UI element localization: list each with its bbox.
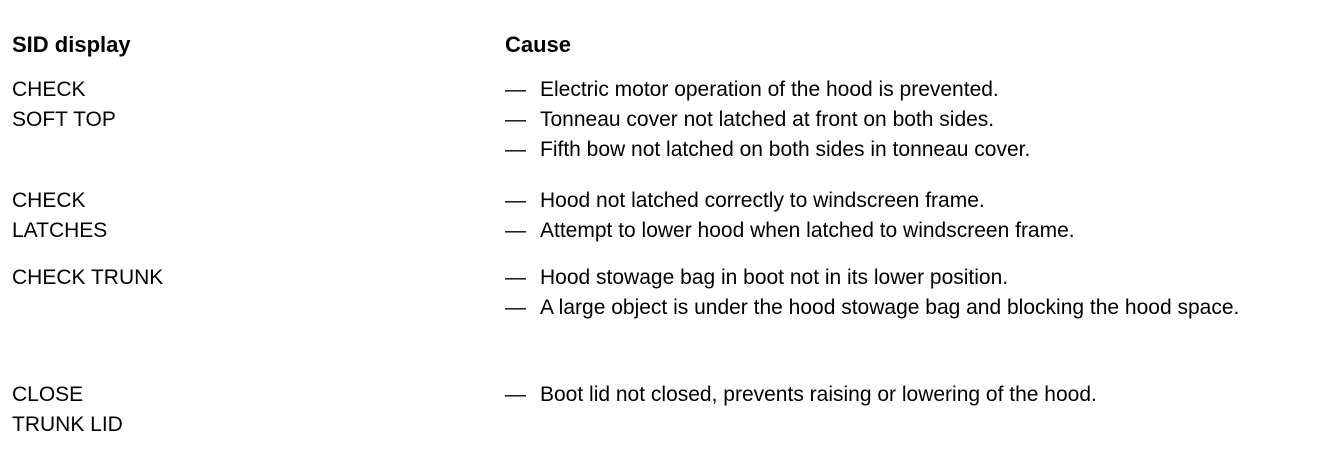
sid-message — [12, 186, 107, 246]
cause-item — [505, 216, 1335, 246]
sid-line: SOFT TOP — [12, 108, 116, 131]
cause-text: Tonneau cover not latched at front on both sides. — [540, 108, 995, 131]
sid-message — [12, 380, 123, 440]
sid-line: TRUNK LID — [12, 413, 123, 436]
dash-bullet: — — [505, 266, 526, 289]
cause-list — [505, 263, 1335, 323]
dash-bullet: — — [505, 138, 526, 161]
dash-bullet: — — [505, 108, 526, 131]
cause-item — [505, 380, 1335, 410]
sid-line: LATCHES — [12, 219, 108, 242]
cause-item — [505, 186, 1335, 216]
cause-text: Boot lid not closed, prevents raising or lowering of the hood. — [540, 383, 1097, 406]
sid-display-heading: SID display — [12, 32, 131, 57]
cause-list — [505, 75, 1335, 165]
cause-text: Attempt to lower hood when latched to windscreen frame. — [540, 219, 1075, 242]
sid-message — [12, 263, 163, 293]
cause-list — [505, 186, 1335, 246]
sid-message — [12, 75, 116, 135]
cause-text: Electric motor operation of the hood is prevented. — [540, 78, 999, 101]
dash-bullet: — — [505, 219, 526, 242]
cause-text: Fifth bow not latched on both sides in tonneau cover. — [540, 138, 1031, 161]
cause-item — [505, 75, 1335, 105]
cause-item — [505, 293, 1335, 323]
cause-heading: Cause — [505, 32, 572, 57]
cause-text: A large object is under the hood stowage bag and blocking the hood space. — [540, 296, 1240, 319]
sid-line: CLOSE — [12, 383, 84, 406]
dash-bullet: — — [505, 383, 526, 406]
dash-bullet: — — [505, 78, 526, 101]
cause-item — [505, 135, 1335, 165]
sid-line: CHECK — [12, 189, 86, 212]
cause-item — [505, 105, 1335, 135]
dash-bullet: — — [505, 189, 526, 212]
cause-text: Hood stowage bag in boot not in its lower position. — [540, 266, 1009, 289]
sid-line: CHECK TRUNK — [12, 266, 164, 289]
dash-bullet: — — [505, 296, 526, 319]
cause-item — [505, 263, 1335, 293]
cause-text: Hood not latched correctly to windscreen frame. — [540, 189, 985, 212]
sid-line: CHECK — [12, 78, 86, 101]
cause-list — [505, 380, 1335, 410]
